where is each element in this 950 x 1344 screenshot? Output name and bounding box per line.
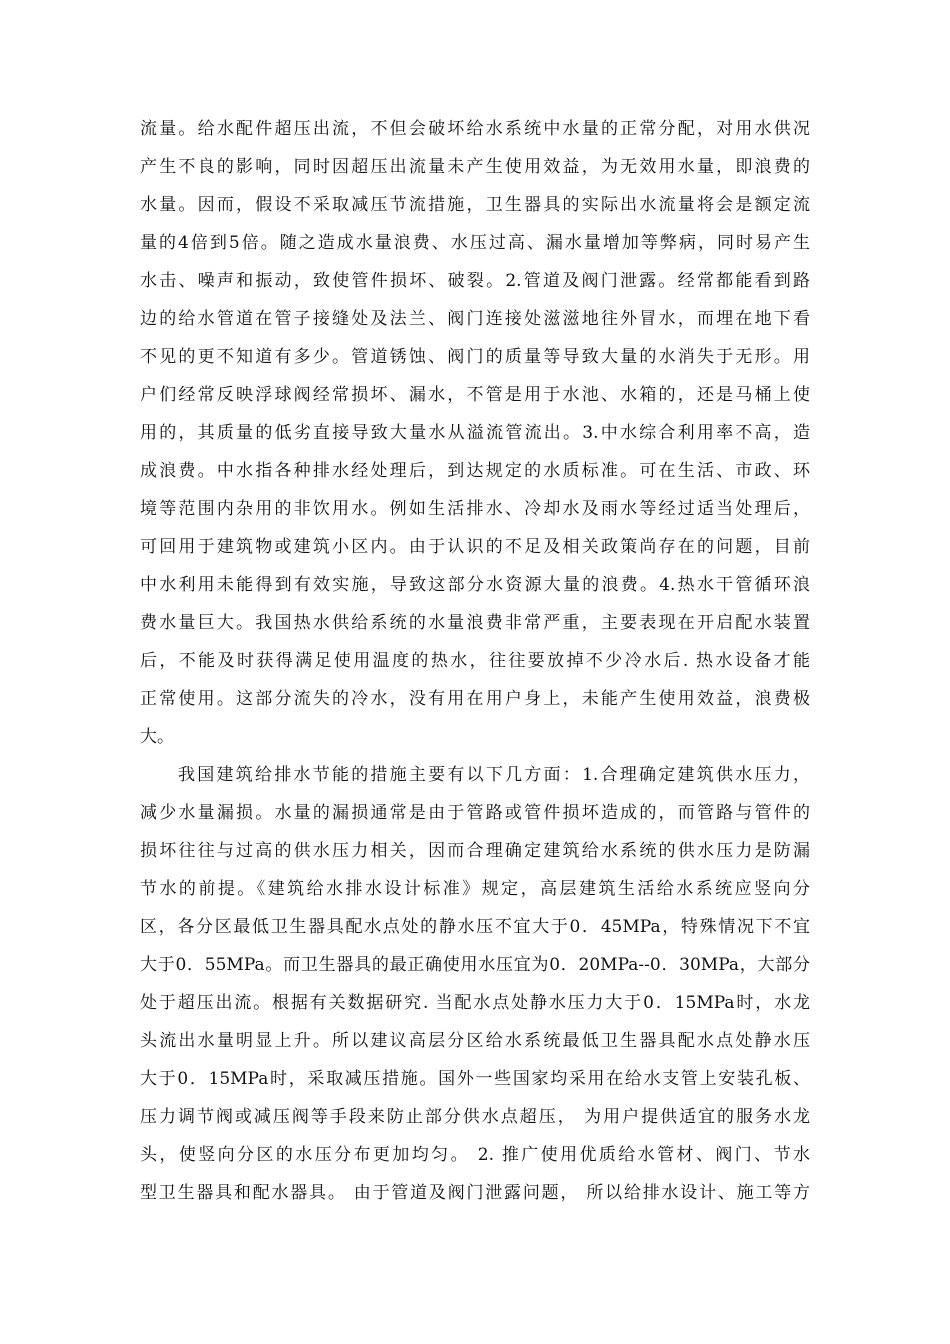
text-line: 大于0．55MPa。而卫生器具的最正确使用水压宜为0．20MPa--0．30MPa，大部分 [140,955,810,975]
document-body [140,110,810,1212]
text-line: 我国建筑给排水节能的措施主要有以下几方面：1.合理确定建筑供水压力， [178,765,810,785]
text-line: 损坏往往与过高的供水压力相关，因而合理确定建筑给水系统的供水压力是防漏 [140,841,810,861]
text-line: 正常使用。这部分流失的冷水，没有用在用户身上，未能产生使用效益，浪费极 [140,689,810,709]
text-line: 大于0．15MPa时，采取减压措施。国外一些国家均采用在给水支管上安装孔板、 [140,1069,810,1089]
text-line: 户们经常反映浮球阀经常损坏、漏水，不管是用于水池、水箱的，还是马桶上使 [140,385,810,405]
text-line: 产生不良的影响，同时因超压出流量未产生使用效益，为无效用水量，即浪费的 [140,157,810,177]
text-line: 流量。给水配件超压出流，不但会破坏给水系统中水量的正常分配，对用水供况 [140,119,810,139]
text-line: 不见的更不知道有多少。管道锈蚀、阀门的质量等导致大量的水消失于无形。用 [140,347,810,367]
text-line: 处于超压出流。根据有关数据研究. 当配水点处静水压力大于0．15MPa时，水龙 [140,993,810,1013]
paragraph-energy-saving-measures [140,756,810,1212]
text-line: 水量。因而，假设不采取减压节流措施，卫生器具的实际出水流量将会是额定流 [140,195,810,215]
paragraph-water-waste [140,110,810,756]
text-line: 成浪费。中水指各种排水经处理后，到达规定的水质标准。可在生活、市政、环 [140,461,810,481]
text-line: 型卫生器具和配水器具。 由于管道及阀门泄露问题， 所以给排水设计、施工等方 [140,1183,810,1203]
text-line: 压力调节阀或减压阀等手段来防止部分供水点超压， 为用户提供适宜的服务水龙 [140,1107,810,1127]
text-line: 大。 [140,727,174,747]
text-line: 量的4倍到5倍。随之造成水量浪费、水压过高、漏水量增加等弊病，同时易产生 [140,233,810,253]
text-line: 节水的前提。《建筑给水排水设计标准》规定，高层建筑生活给水系统应竖向分 [140,879,810,899]
text-line: 后，不能及时获得满足使用温度的热水，往往要放掉不少冷水后. 热水设备才能 [140,651,810,671]
text-line: 可回用于建筑物或建筑小区内。由于认识的不足及相关政策尚存在的问题，目前 [140,537,810,557]
text-line: 区，各分区最低卫生器具配水点处的静水压不宜大于0．45MPa，特殊情况下不宜 [140,917,810,937]
text-line: 头，使竖向分区的水压分布更加均匀。 2. 推广使用优质给水管材、阀门、节水 [140,1145,810,1165]
text-line: 水击、噪声和振动，致使管件损坏、破裂。2.管道及阀门泄露。经常都能看到路 [140,271,810,291]
text-line: 边的给水管道在管子接缝处及法兰、阀门连接处滋滋地往外冒水，而埋在地下看 [140,309,810,329]
text-line: 用的，其质量的低劣直接导致大量水从溢流管流出。3.中水综合利用率不高，造 [140,423,810,443]
text-line: 费水量巨大。我国热水供给系统的水量浪费非常严重，主要表现在开启配水装置 [140,613,810,633]
text-line: 境等范围内杂用的非饮用水。例如生活排水、冷却水及雨水等经过适当处理后， [140,499,810,519]
text-line: 中水利用未能得到有效实施，导致这部分水资源大量的浪费。4.热水干管循环浪 [140,575,810,595]
text-line: 减少水量漏损。水量的漏损通常是由于管路或管件损坏造成的，而管路与管件的 [140,803,810,823]
text-line: 头流出水量明显上升。所以建议高层分区给水系统最低卫生器具配水点处静水压 [140,1031,810,1051]
